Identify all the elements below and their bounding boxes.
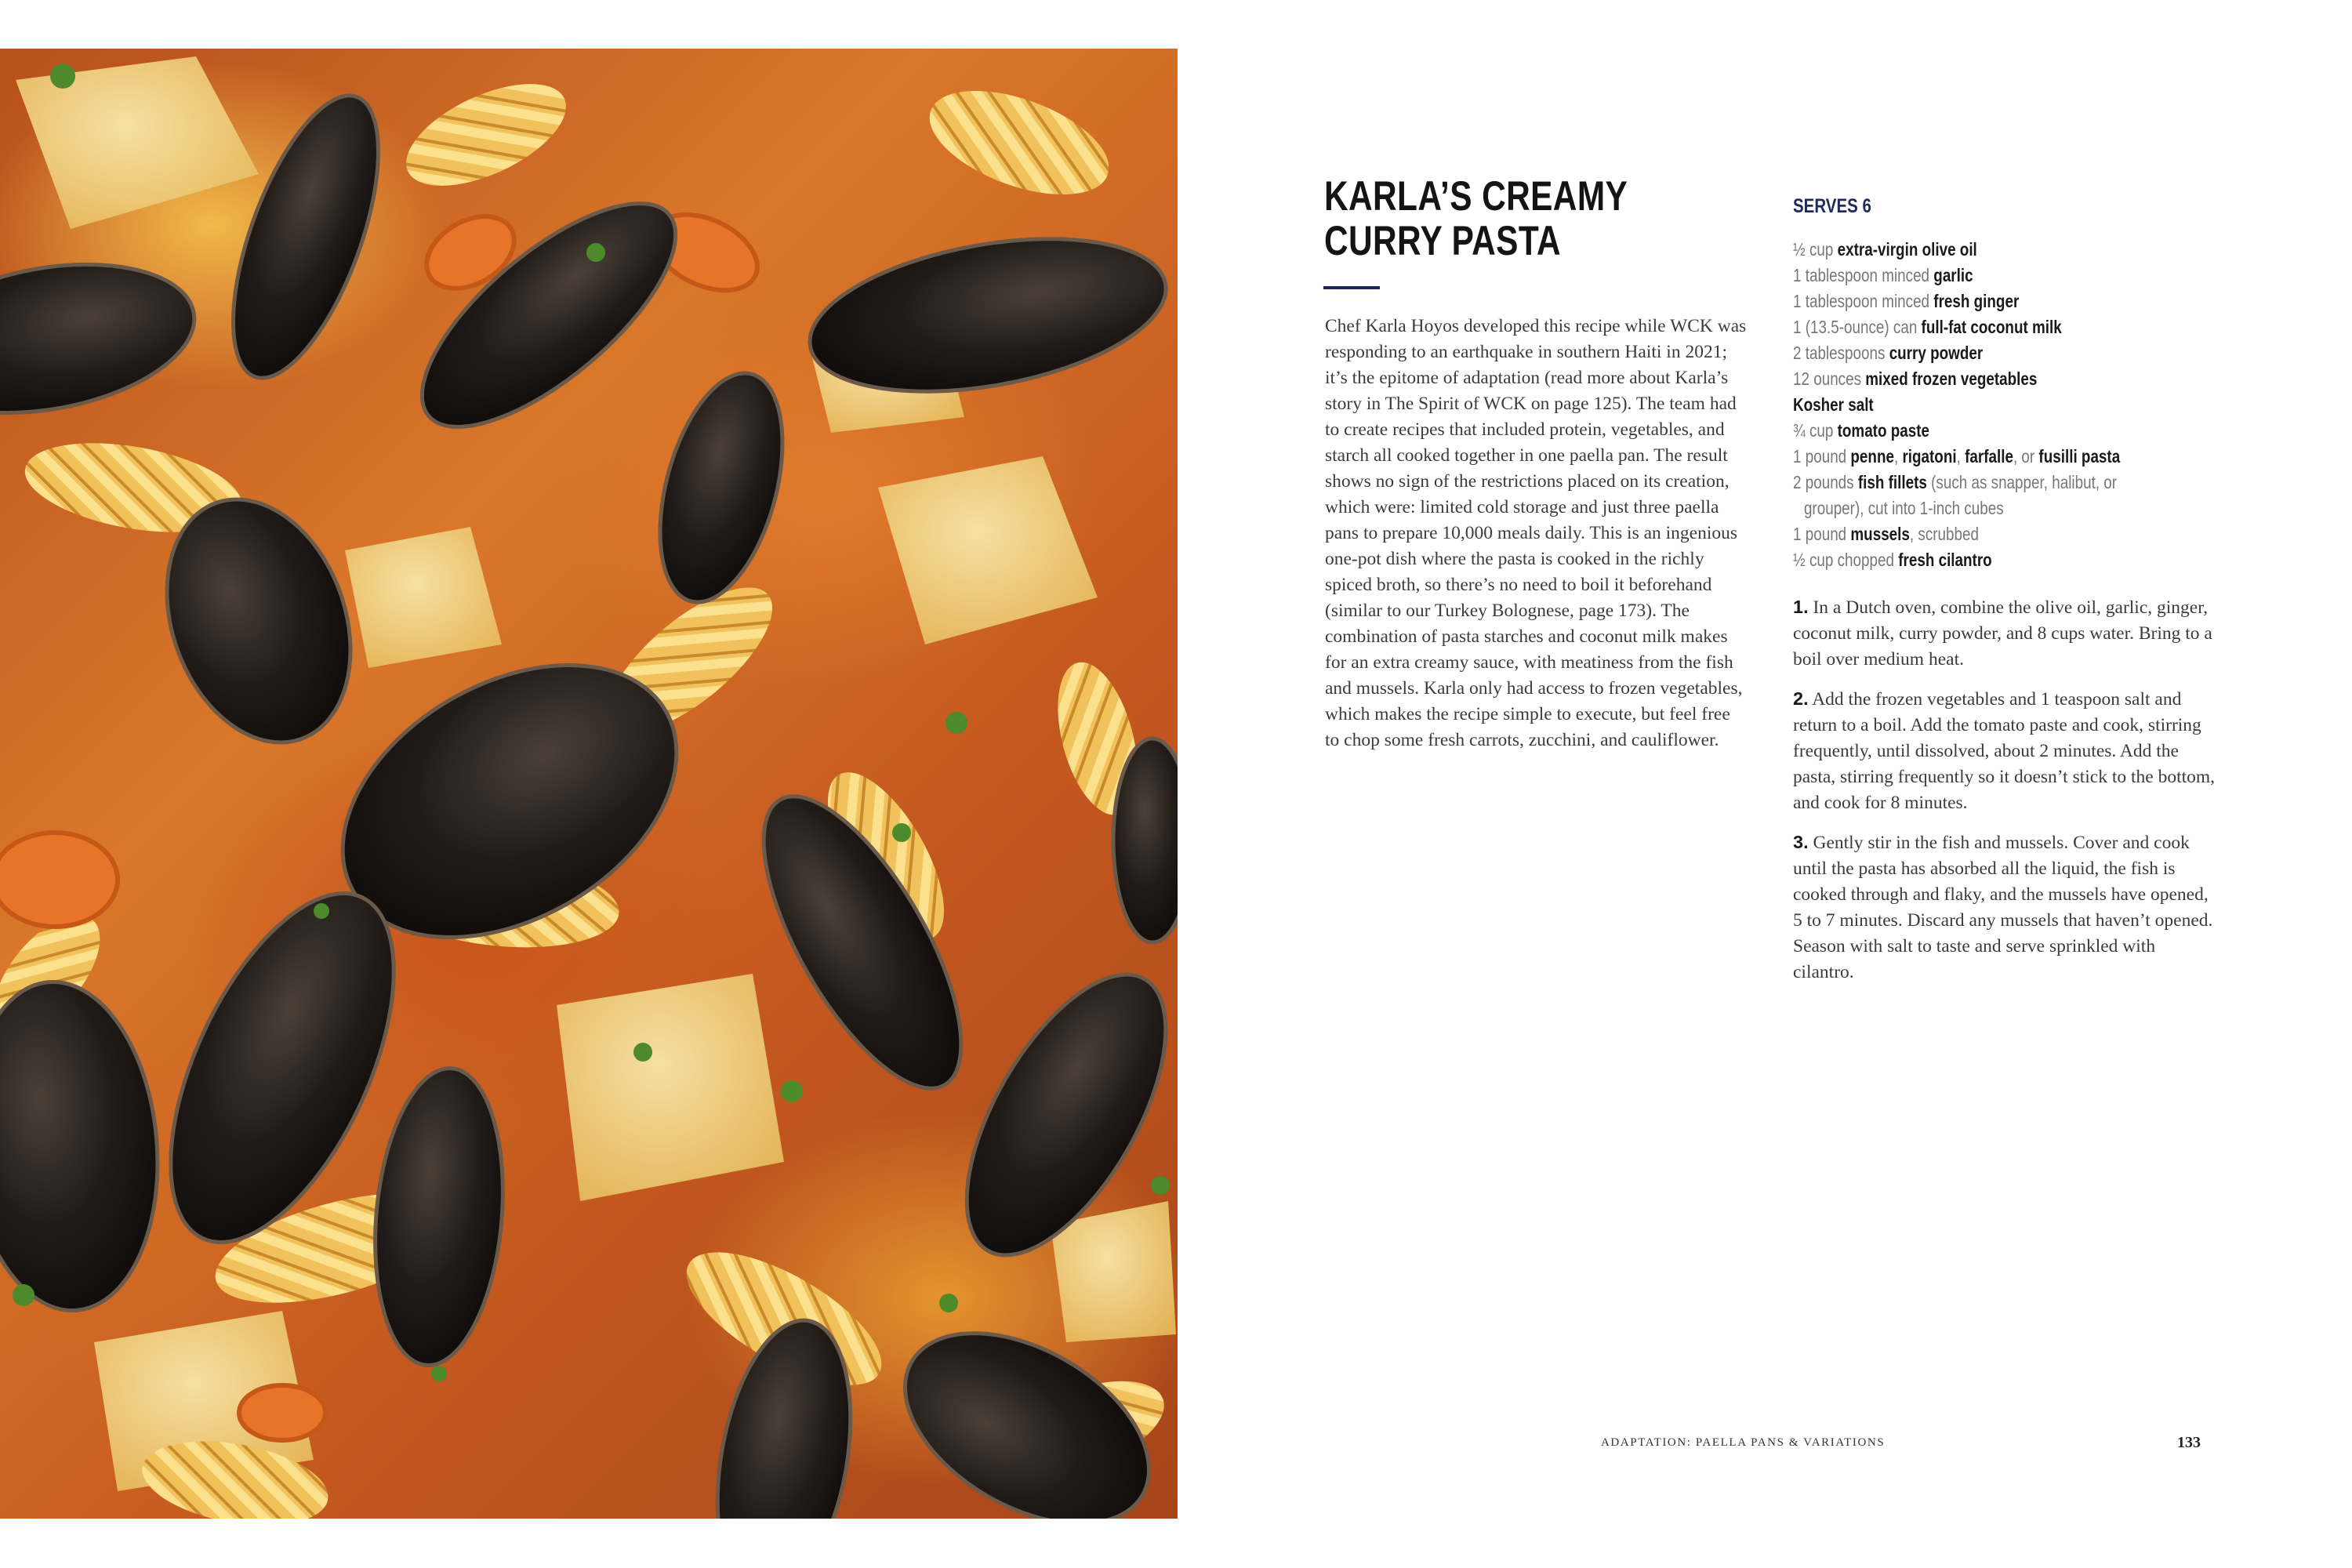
ingredient-item: 1 (13.5-ounce) can full-fat coconut milk [1793, 317, 2062, 337]
ingredient-item: 2 tablespoons curry powder [1793, 343, 1984, 363]
recipe-photo [0, 49, 1178, 1519]
recipe-title [1324, 174, 1628, 263]
method-step: 1. In a Dutch oven, combine the olive oil, garlic, ginger, coconut milk, curry powder, and 8 cups water. Bring to a boil over medium heat. [1793, 597, 2212, 670]
food-photo-illustration [0, 49, 1178, 1519]
ingredient-item: 2 pounds fish fillets (such as snapper, halibut, or grouper), cut into 1-inch cubes [1793, 472, 2118, 518]
method-step: 2. Add the frozen vegetables and 1 teaspoon salt and return to a boil. Add the tomato paste and cook, stirring frequently, until dissolved, about 2 minutes. Add the pasta, stirring frequently so it doesn’t stick to the bottom, and cook for 8 minutes. [1793, 688, 2216, 813]
mussels [0, 78, 1178, 1519]
method-step: 3. Gently stir in the fish and mussels. Cover and cook until the pasta has absorbed all the liquid, the fish is cooked through and flaky, and the mussels have opened, 5 to 7 minutes. Discard any mussels that haven’t opened. Season with salt to taste and serve sprinkled with cilantro. [1793, 832, 2213, 982]
title-accent-rule [1323, 286, 1380, 289]
ingredient-item: 12 ounces mixed frozen vegetables [1793, 368, 2038, 389]
recipe-intro: Chef Karla Hoyos developed this recipe while WCK was responding to an earthquake in southern Haiti in 2021; it’s the epitome of adaptation (read more about Karla’s story in The Spirit of WCK on page 125). The team had to create recipes that included protein, vegetables, and starch all cooked together in one paella pan. The result shows no sign of the restrictions placed on its creation, which were: limited cold storage and just three paella pans to prepare 10,000 meals daily. This is an ingenious one-pot dish where the pasta is cooked in the richly spiced broth, so there’s no need to boil it beforehand (similar to our Turkey Bolognese, page 173). The combination of pasta starches and coconut milk makes for an extra creamy sauce, with meatiness from the fish and mussels. Karla only had access to frozen vegetables, which makes the recipe simple to execute, but feel free to chop some fresh carrots, zucchini, and cauliflower. [1325, 316, 1747, 750]
ingredient-item: Kosher salt [1793, 394, 1874, 415]
serves-label: SERVES 6 [1793, 195, 1871, 217]
ingredient-item: ½ cup extra-virgin olive oil [1793, 239, 1977, 260]
recipe-title-line-2: CURRY PASTA [1324, 218, 1562, 264]
recipe-title-line-1: KARLA’S CREAMY [1324, 173, 1628, 220]
ingredient-item: ½ cup chopped fresh cilantro [1793, 550, 1992, 570]
ingredient-list [1793, 237, 2230, 573]
ingredient-item: ¾ cup tomato paste [1793, 420, 1929, 441]
method-steps [1793, 594, 2220, 999]
ingredient-item: 1 pound penne, rigatoni, farfalle, or fusilli pasta [1793, 446, 2121, 466]
ingredient-item: 1 tablespoon minced fresh ginger [1793, 291, 2020, 311]
ingredient-item: 1 pound mussels, scrubbed [1793, 524, 1979, 544]
ingredient-item: 1 tablespoon minced garlic [1793, 265, 1973, 285]
page-number: 133 [2177, 1434, 2201, 1451]
running-footer-section: ADAPTATION: PAELLA PANS & VARIATIONS [1601, 1436, 1886, 1449]
